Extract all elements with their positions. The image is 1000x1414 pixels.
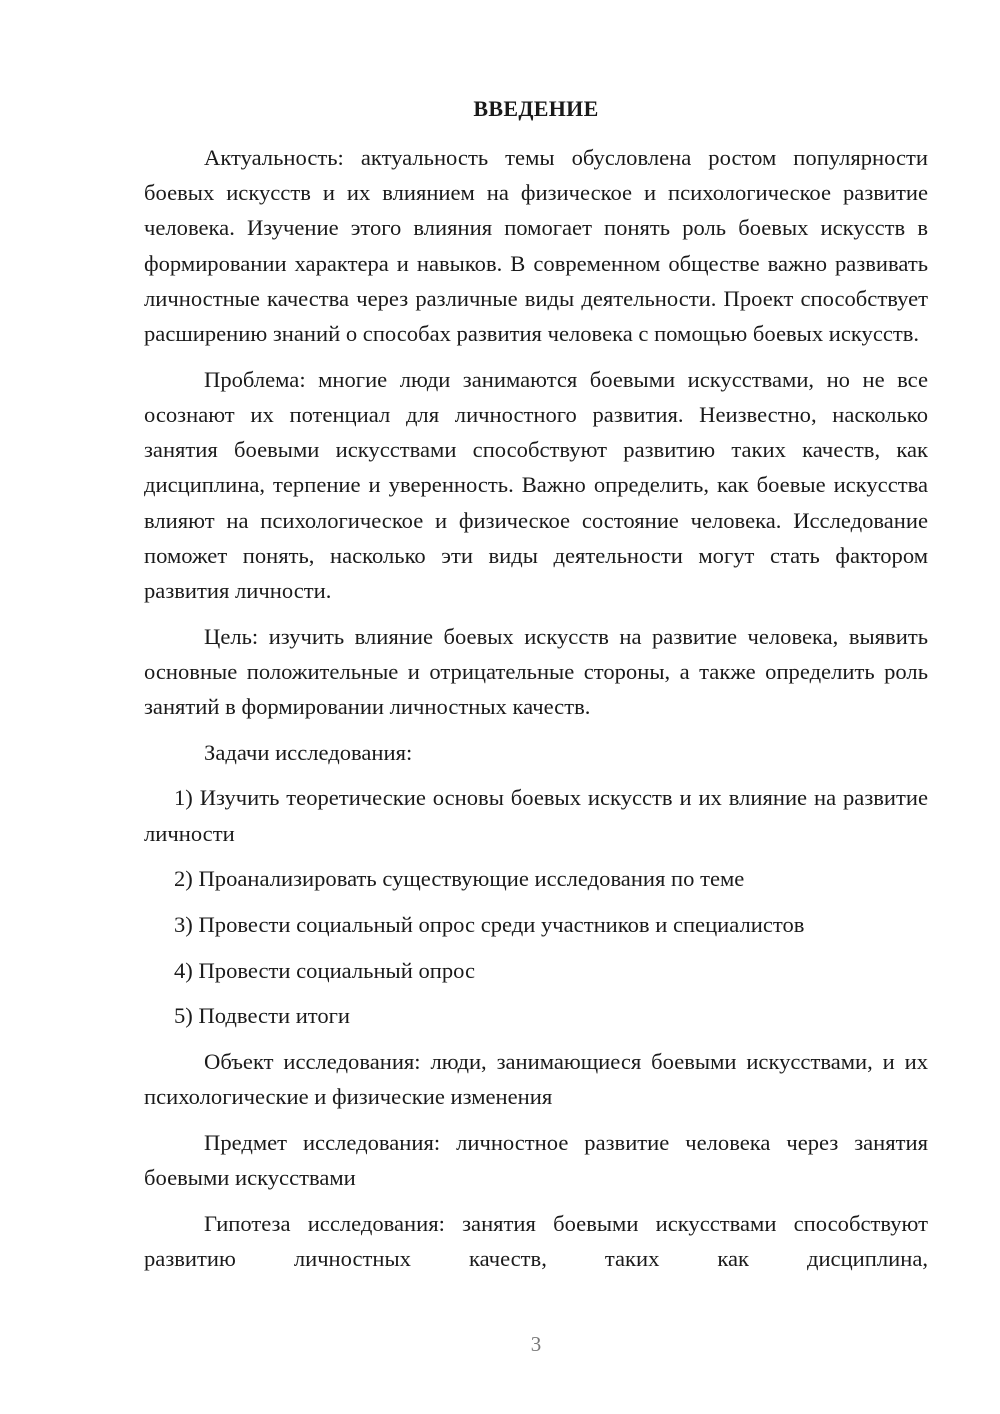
page-title: ВВЕДЕНИЕ <box>473 96 599 121</box>
paragraph-problem: Проблема: многие люди занимаются боевыми искусствами, но не все осознают их потенциал для личностного развития. Неизвестно, насколько занятия боевыми искусствами способствуют развитию таких качеств, как дисциплина, терпение и уверенность. Важно определить, как боевые искусства влияют на психологическое и физическое состояние человека. Исследование поможет понять, насколько эти виды деятельности могут стать фактором развития личности. <box>144 366 928 603</box>
paragraph-goal: Цель: изучить влияние боевых искусств на развитие человека, выявить основные положительные и отрицательные стороны, а также определить роль занятий в формировании личностных качеств. <box>144 623 928 720</box>
paragraph-subject: Предмет исследования: личностное развитие человека через занятия боевыми искусствами <box>144 1130 928 1191</box>
task-item: 3) Провести социальный опрос среди участников и специалистов <box>174 912 805 938</box>
paragraph-object: Объект исследования: люди, занимающиеся боевыми искусствами, и их психологические и физические изменения <box>144 1049 928 1110</box>
task-item: 5) Подвести итоги <box>174 1003 351 1029</box>
tasks-heading: Задачи исследования: <box>204 739 413 765</box>
task-item: 4) Провести социальный опрос <box>174 957 476 983</box>
paragraph-relevance: Актуальность: актуальность темы обусловлена ростом популярности боевых искусств и их влиянием на физическое и психологическое развитие человека. Изучение этого влияния помогает понять роль боевых искусств в формировании характера и навыков. В современном обществе важно развивать личностные качества через различные виды деятельности. Проект способствует расширению знаний о способах развития человека с помощью боевых искусств. <box>144 145 928 347</box>
task-item: 2) Проанализировать существующие исследования по теме <box>174 866 745 892</box>
paragraph-hypothesis: Гипотеза исследования: занятия боевыми искусствами способствуют развитию личностных качеств, таких как дисциплина, <box>144 1210 928 1272</box>
page-number: 3 <box>530 1332 542 1356</box>
document-body <box>144 140 928 1287</box>
task-item: 1) Изучить теоретические основы боевых искусств и их влияние на развитие личности <box>144 785 928 846</box>
